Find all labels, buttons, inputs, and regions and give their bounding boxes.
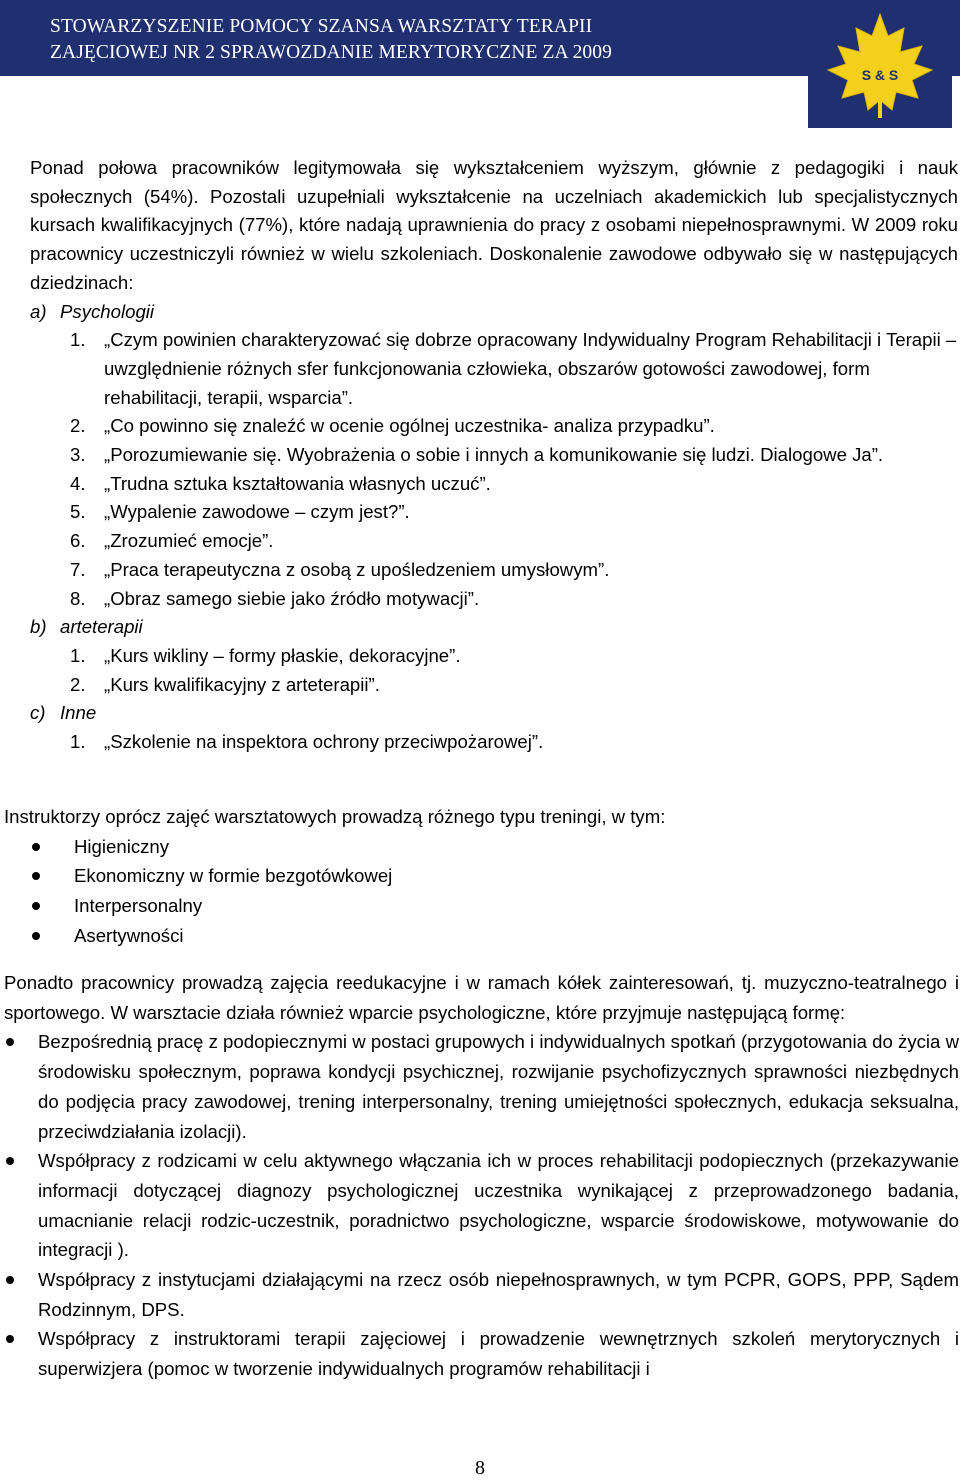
item-number: 8. [70, 587, 86, 609]
list-item [4, 1265, 959, 1324]
section-letter: b) [30, 616, 47, 638]
course-list [30, 642, 958, 699]
list-item [4, 1146, 959, 1265]
item-text: „Trudna sztuka kształtowania własnych uczuć”. [104, 472, 491, 494]
list-item [4, 1324, 959, 1383]
list-item [30, 498, 958, 527]
list-item [30, 556, 958, 585]
support-section [4, 968, 959, 1384]
item-text: Higieniczny [74, 835, 170, 857]
course-list [30, 728, 958, 757]
list-item [30, 728, 958, 757]
item-text: Interpersonalny [74, 895, 203, 917]
section-title: Inne [60, 702, 97, 724]
bullet-icon [32, 872, 40, 880]
item-number: 3. [70, 444, 86, 466]
list-item [30, 527, 958, 556]
item-text: Współpracy z instruktorami terapii zajęciowej i prowadzenie wewnętrznych szkoleń merytorycznych i superwizjera (pomoc w tworzenie indywidualnych programów rehabilitacji i [38, 1328, 959, 1380]
item-number: 4. [70, 472, 86, 494]
section-other [30, 699, 958, 756]
item-text: „Kurs wikliny – formy płaskie, dekoracyjne”. [104, 644, 461, 666]
item-text: „Czym powinien charakteryzować się dobrze opracowany Indywidualny Program Rehabilitacji i Terapii – uwzględnienie różnych sfer funkcjonowania człowieka, obszarów gotowości zawodowej, form rehabilitacji, terapii, wsparcia”. [104, 329, 957, 408]
list-item [30, 671, 958, 700]
section-heading [30, 699, 958, 728]
item-number: 1. [70, 644, 86, 666]
item-text: Ekonomiczny w formie bezgotówkowej [74, 865, 393, 887]
item-text: „Kurs kwalifikacyjny z arteterapii”. [104, 673, 380, 695]
section-heading [30, 613, 958, 642]
bullet-icon [32, 932, 40, 940]
trainings-section [4, 802, 959, 951]
list-item [4, 832, 959, 862]
header-title-line-1: STOWARZYSZENIE POMOCY SZANSA WARSZTATY TERAPII [50, 16, 593, 37]
logo-text: S & S [861, 67, 899, 83]
item-text: „Szkolenie na inspektora ochrony przeciwpożarowej”. [104, 731, 544, 753]
list-item [4, 921, 959, 951]
list-item [4, 891, 959, 921]
section-art-therapy [30, 613, 958, 699]
item-text: Współpracy z rodzicami w celu aktywnego włączania ich w proces rehabilitacji podopiecznych (przekazywanie informacji dotyczącej diagnozy psychologicznej uczestnika wynikającej z przeprowadzonego badania, umacnianie relacji rodzic-uczestnik, poradnictwo psychologiczne, wsparcie środowiskowe, motywowanie do integracji ). [38, 1150, 959, 1261]
bullet-icon [32, 843, 40, 851]
item-number: 1. [70, 329, 86, 351]
bullet-icon [6, 1276, 14, 1284]
list-item [30, 585, 958, 614]
item-number: 1. [70, 731, 86, 753]
list-item [30, 326, 958, 412]
support-intro: Ponadto pracownicy prowadzą zajęcia reedukacyjne i w ramach kółek zainteresowań, tj. muzyczno-teatralnego i sportowego. W warsztacie działa również wparcie psychologiczne, które przyjmuje następującą formę: [4, 972, 959, 1023]
item-text: „Co powinno się znaleźć w ocenie ogólnej uczestnika- analiza przypadku”. [104, 415, 715, 437]
intro-text-domains: Doskonalenie zawodowe odbywało się w następujących dziedzinach: [30, 243, 958, 293]
course-list [30, 326, 958, 613]
list-item [30, 470, 958, 499]
list-item [30, 441, 958, 470]
item-text: Asertywności [74, 924, 184, 946]
intro-paragraph [30, 154, 958, 298]
item-number: 2. [70, 415, 86, 437]
item-number: 7. [70, 558, 86, 580]
item-number: 6. [70, 530, 86, 552]
list-item [4, 1027, 959, 1146]
section-heading [30, 298, 958, 327]
maple-leaf-logo-icon [808, 6, 952, 128]
page-number: 8 [475, 1457, 485, 1479]
intro-text: Ponad połowa pracowników legitymowała się wykształceniem wyższym, głównie z pedagogiki i nauk społecznych (54%). Pozostali uzupełniali wykształcenie na uczelniach akademickich lub specjalistycznych kursach kwalifikacyjnych (77%), które nadają uprawnienia do pracy z osobami niepełnosprawnymi. W 2009 roku pracownicy uczestniczyli również w wielu szkoleniach. [30, 157, 958, 265]
item-text: „Obraz samego siebie jako źródło motywacji”. [104, 587, 480, 609]
list-item [4, 861, 959, 891]
item-text: Współpracy z instytucjami działającymi na rzecz osób niepełnosprawnych, w tym PCPR, GOPS, PPP, Sądem Rodzinnym, DPS. [38, 1269, 959, 1320]
bullet-icon [6, 1038, 14, 1046]
trainings-list [4, 832, 959, 951]
trainings-intro: Instruktorzy oprócz zajęć warsztatowych prowadzą różnego typu treningi, w tym: [4, 806, 666, 827]
section-letter: c) [30, 702, 46, 724]
item-text: Bezpośrednią pracę z podopiecznymi w postaci grupowych i indywidualnych spotkań (przygotowania do życia w środowisku społecznym, poprawa kondycji psychicznej, rozwijanie psychofizycznych sprawności niezbędnych do podjęcia pracy zawodowej, trening interpersonalny, trening umiejętności społecznych, edukacja seksualna, przeciwdziałania izolacji). [38, 1031, 959, 1142]
item-number: 2. [70, 673, 86, 695]
bullet-icon [6, 1157, 14, 1165]
item-text: „Wypalenie zawodowe – czym jest?”. [104, 501, 410, 523]
document-body [30, 154, 958, 757]
list-item [30, 642, 958, 671]
bullet-icon [6, 1335, 14, 1343]
item-text: „Praca terapeutyczna z osobą z upośledzeniem umysłowym”. [104, 558, 610, 580]
item-text: „Porozumiewanie się. Wyobrażenia o sobie i innych a komunikowanie się ludzi. Dialogowe Ja”. [104, 444, 884, 466]
list-item [30, 412, 958, 441]
document-header-title [50, 14, 790, 66]
support-list [4, 1027, 959, 1383]
section-title: arteterapii [60, 616, 143, 638]
item-number: 5. [70, 501, 86, 523]
section-psychology [30, 298, 958, 614]
bullet-icon [32, 902, 40, 910]
section-letter: a) [30, 300, 47, 322]
header-title-line-2: ZAJĘCIOWEJ NR 2 SPRAWOZDANIE MERYTORYCZNE ZA 2009 [50, 42, 612, 63]
organization-logo [808, 6, 952, 128]
item-text: „Zrozumieć emocje”. [104, 530, 274, 552]
section-title: Psychologii [60, 300, 155, 322]
